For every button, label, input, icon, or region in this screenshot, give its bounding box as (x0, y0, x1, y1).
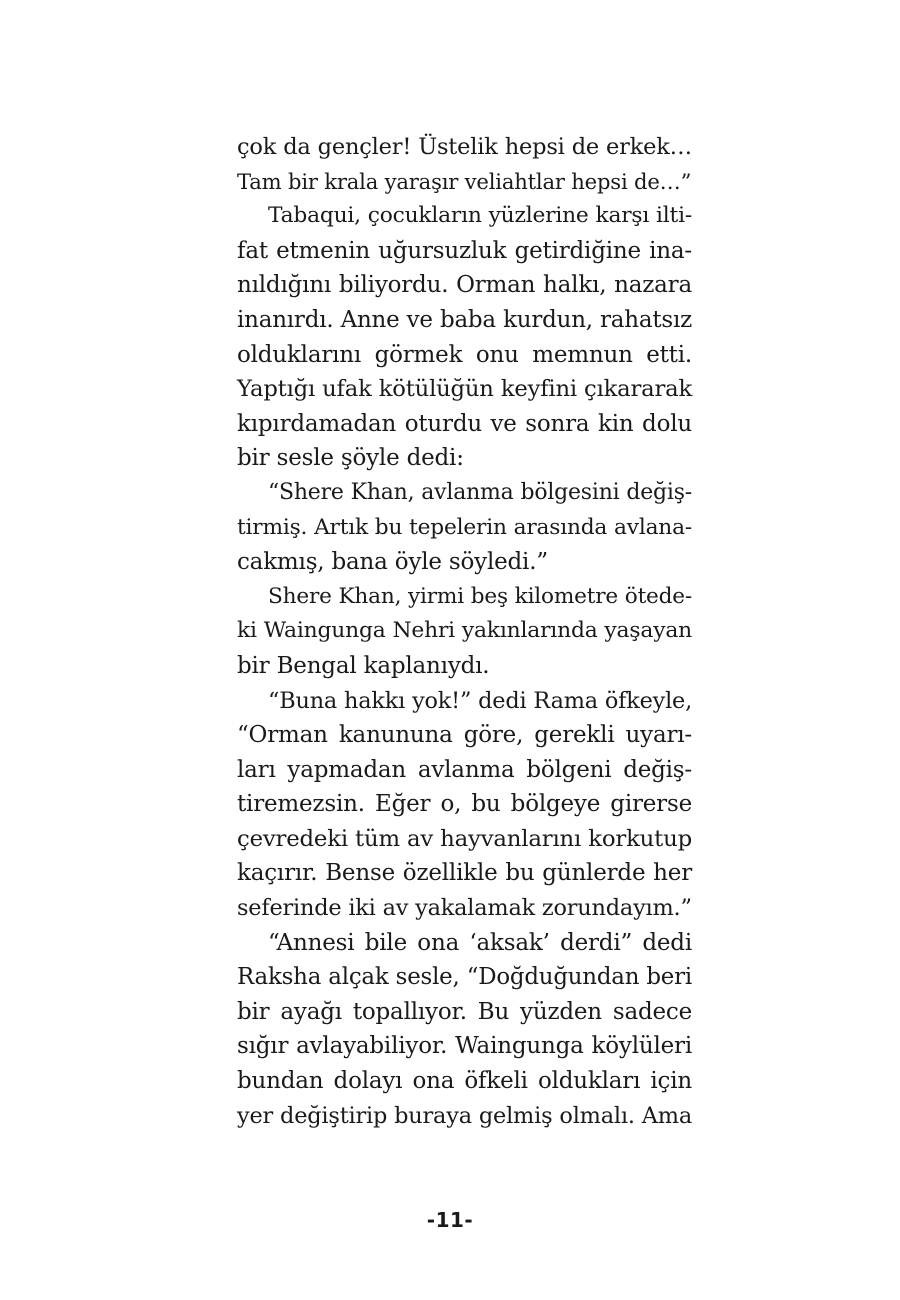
text-line: “Orman kanununa göre, gerekli uyarı- (237, 722, 692, 749)
text-line: olduklarını görmek onu memnun etti. (237, 341, 692, 368)
text-line: ki Waingunga Nehri yakınlarında yaşayan (237, 618, 692, 644)
text-line: çok da gençler! Üstelik hepsi de erkek… (237, 134, 692, 160)
text-line: kaçırır. Bense özellikle bu günlerde her (237, 860, 692, 887)
text-line: Raksha alçak sesle, “Doğduğundan beri (237, 964, 692, 991)
text-line: Tabaqui, çocukların yüzlerine karşı ilti- (268, 203, 692, 229)
text-line: inanırdı. Anne ve baba kurdun, rahatsız (237, 306, 692, 333)
text-line: yer değiştirip buraya gelmiş olmalı. Ama (237, 1102, 692, 1129)
text-line: seferinde iki av yakalamak zorundayım.” (237, 895, 692, 922)
text-line: “Shere Khan, avlanma bölgesini değiş- (268, 479, 692, 505)
page-number: -11- (426, 1208, 474, 1232)
text-line: Tam bir krala yaraşır veliahtlar hepsi de…” (237, 168, 692, 194)
text-line: sığır avlayabiliyor. Waingunga köylüleri (237, 1033, 692, 1060)
text-line: bir ayağı topallıyor. Bu yüzden sadece (237, 998, 692, 1025)
text-line: Yaptığı ufak kötülüğün keyfini çıkararak (237, 376, 692, 403)
text-line: bundan dolayı ona öfkeli oldukları için (237, 1068, 692, 1095)
text-line: tirmiş. Artık bu tepelerin arasında avlana- (237, 514, 692, 540)
text-line: ları yapmadan avlanma bölgeni değiş- (237, 756, 692, 783)
text-line: bir sesle şöyle dedi: (237, 445, 464, 472)
text-line: nıldığını biliyordu. Orman halkı, nazara (237, 272, 692, 299)
body-text (237, 130, 692, 1133)
text-line: Shere Khan, yirmi beş kilometre ötede- (268, 583, 692, 609)
text-line: çevredeki tüm av hayvanlarını korkutup (237, 825, 692, 852)
text-line: fat etmenin uğursuzluk getirdiğine ina- (237, 237, 692, 264)
text-line: kıpırdamadan oturdu ve sonra kin dolu (237, 410, 692, 437)
text-line: tiremezsin. Eğer o, bu bölgeye girerse (237, 791, 692, 818)
text-line: “Buna hakkı yok!” dedi Rama öfkeyle, (268, 687, 692, 714)
text-line: cakmış, bana öyle söyledi.” (237, 549, 548, 576)
text-line: bir Bengal kaplanıydı. (237, 652, 490, 679)
text-line: “Annesi bile ona ‘aksak’ derdi” dedi (268, 929, 692, 956)
